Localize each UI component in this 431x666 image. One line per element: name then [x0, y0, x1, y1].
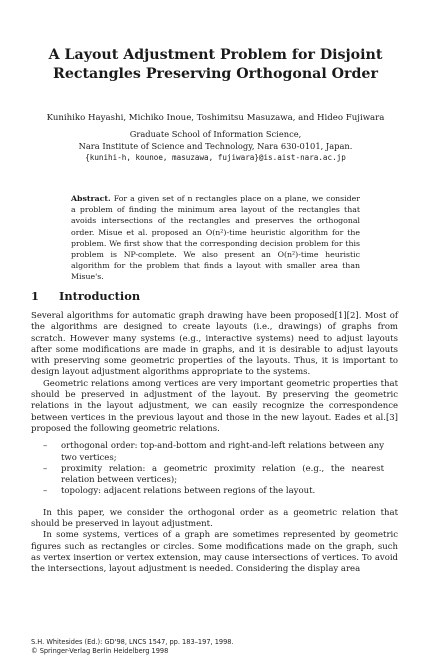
abstract-label: Abstract.: [71, 194, 111, 203]
geometric-relations-list: [31, 441, 398, 497]
section-number: 1: [31, 289, 39, 303]
footer-citation: S.H. Whitesides (Ed.): GD'98, LNCS 1547, pp. 183–197, 1998.: [31, 638, 234, 646]
paragraph-4: In some systems, vertices of a graph are sometimes represented by geometric figures such as rectangles or circles. Some modifications made on the graph, such as vertex insertion or vertex extension, may cause intersections of vertices. To avoid the intersections, layout adjustment is needed. Considering the display area: [31, 530, 398, 575]
list-item: – topology: adjacent relations between regions of the layout.: [43, 486, 316, 497]
list-item-text: proximity relation: a geometric proximity relation (e.g., the nearest relation between vertices);: [61, 463, 384, 486]
title-line-1: A Layout Adjustment Problem for Disjoint: [48, 47, 383, 63]
list-item: – orthogonal order: top-and-bottom and right-and-left relations between any two vertices;: [43, 441, 384, 463]
list-item-text: orthogonal order: top-and-bottom and right-and-left relations between any two vertices;: [61, 441, 384, 463]
affiliation-line-1: Graduate School of Information Science,: [129, 129, 302, 139]
list-item-text: topology: adjacent relations between regions of the layout.: [61, 486, 316, 497]
paragraph-2: Geometric relations among vertices are very important geometric properties that should be preserved in adjustment of the layout. By preserving the geometric relations in the layout adjustment, we can easily recognize the correspondence between vertices in the previous layout and those in the new layout. Eades et al.[3] proposed the following geometric relations.: [31, 378, 398, 434]
affiliation: [30, 129, 401, 164]
body-text: [31, 311, 398, 576]
section-heading: [31, 289, 140, 303]
paper-title: [30, 46, 401, 84]
affiliation-email: {kunihi-h, kounoe, masuzawa, fujiwara}@is.aist-nara.ac.jp: [85, 153, 346, 163]
abstract: [71, 193, 360, 283]
list-item: – proximity relation: a geometric proximity relation (e.g., the nearest relation between vertices);: [43, 463, 384, 486]
affiliation-line-2: Nara Institute of Science and Technology, Nara 630-0101, Japan.: [78, 140, 353, 151]
paragraph-3: In this paper, we consider the orthogonal order as a geometric relation that should be preserved in layout adjustment.: [31, 507, 398, 530]
paragraph-1: Several algorithms for automatic graph drawing have been proposed[1][2]. Most of the algorithms are designed to create layouts (i.e., drawings) of graphs from scratch. However many systems (e.g., interactive systems) need to adjust layouts after some modifications are made in graphs, and it is desirable to adjust layouts with preserving some geometric properties of the layouts. Thus, it is important to design layout adjustment algorithms appropriate to the systems.: [31, 311, 398, 378]
section-title: Introduction: [59, 289, 141, 303]
title-line-2: Rectangles Preserving Orthogonal Order: [53, 66, 378, 82]
abstract-text: For a given set of n rectangles place on a plane, we consider a problem of finding the minimum area layout of the rectangles that avoids intersections of the rectangles and preserves the orthogonal order. Misue et al. proposed an O(n²)-time heuristic algorithm for the problem. We first show that the corresponding decision problem for this problem is NP-complete. We also present an O(n²)-time heuristic algorithm for the problem that finds a layout with smaller area than Misue's.: [71, 194, 360, 282]
page-footer: [31, 638, 234, 656]
author-list: Kunihiko Hayashi, Michiko Inoue, Toshimitsu Masuzawa, and Hideo Fujiwara: [46, 113, 385, 123]
footer-copyright: © Springer-Verlag Berlin Heidelberg 1998: [31, 647, 169, 655]
